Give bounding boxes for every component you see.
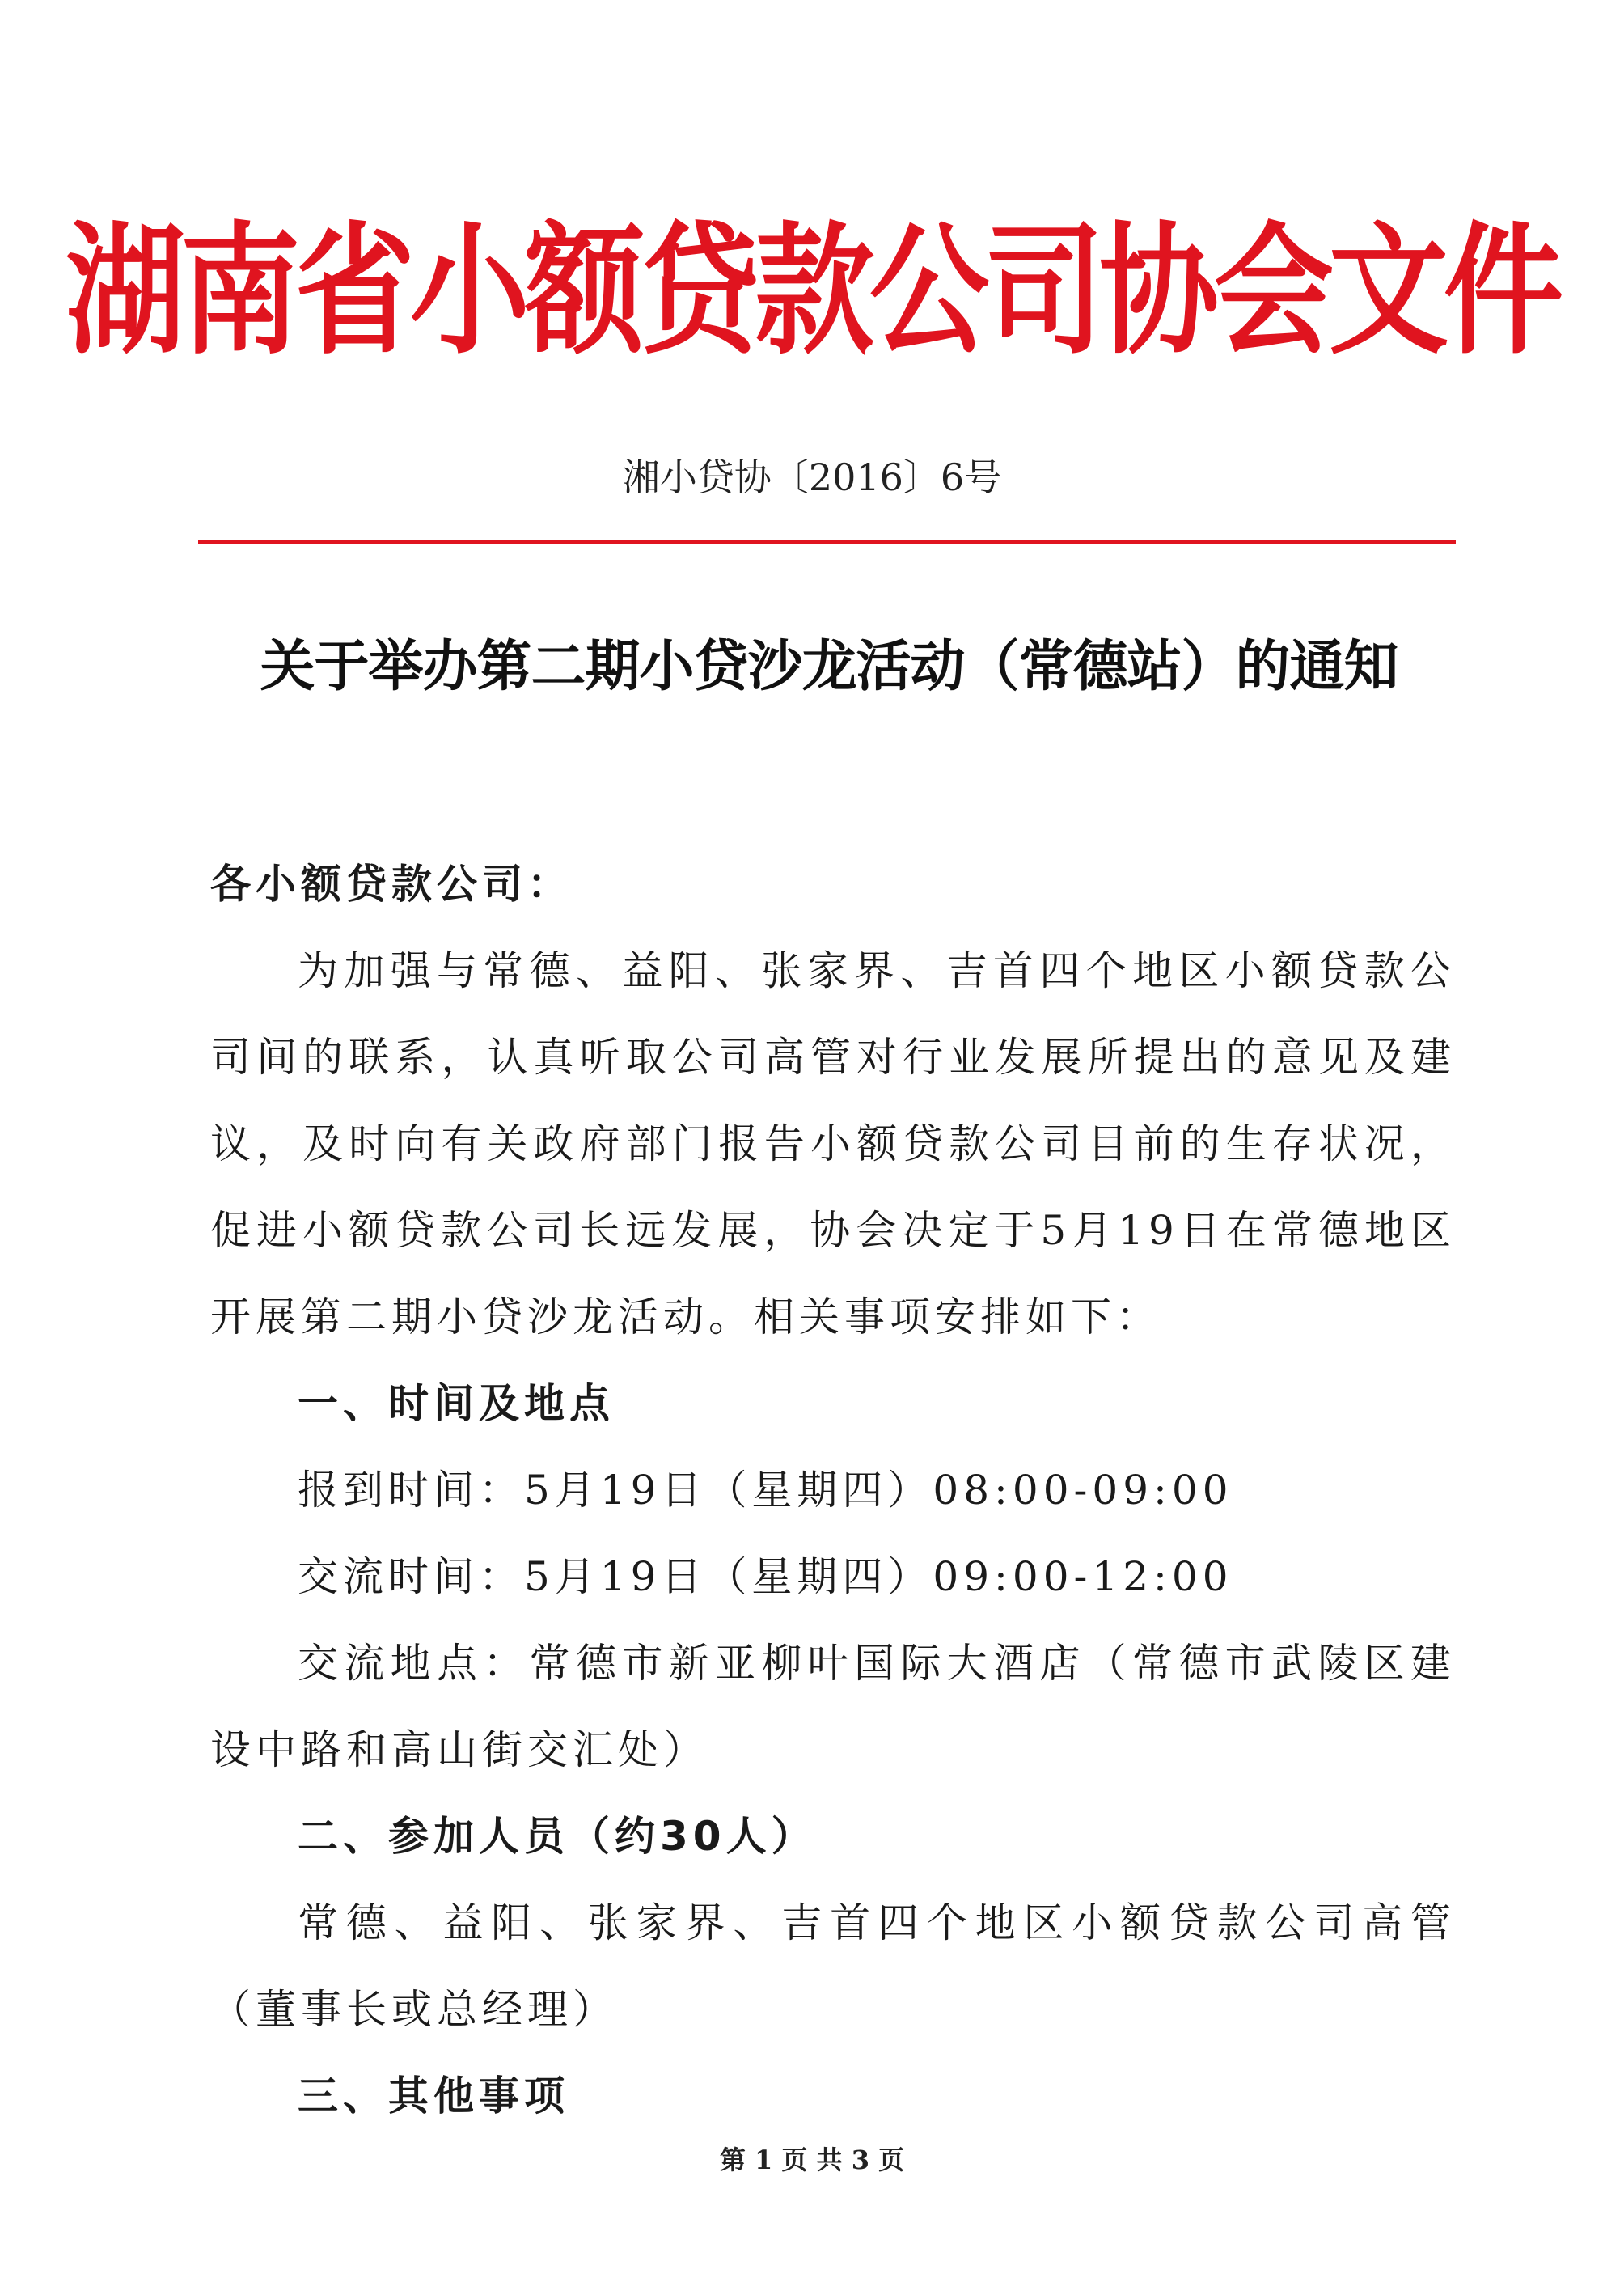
section-heading-other-matters: 三、其他事项: [298, 2073, 569, 2119]
exchange-venue: 交流地点：常德市新亚柳叶国际大酒店（常德市武陵区建设中路和高山街交汇处）: [210, 1640, 1456, 1773]
registration-time: 报到时间：5月19日（星期四）08:00-09:00: [298, 1467, 1233, 1514]
intro-paragraph: 为加强与常德、益阳、张家界、吉首四个地区小额贷款公司间的联系，认真听取公司高管对行业发展所提出的意见及建议，及时向有关政府部门报告小额贷款公司目前的生存状况，促进小额贷款公司长远发展，协会决定于5月19日在常德地区开展第二期小贷沙龙活动。相关事项安排如下：: [210, 947, 1456, 1340]
header-divider: [198, 540, 1456, 544]
document-title: 关于举办第二期小贷沙龙活动（常德站）的通知: [260, 635, 1398, 699]
document-body: [210, 841, 1456, 2140]
salutation: 各小额贷款公司：: [210, 861, 573, 908]
participants-description: 常德、益阳、张家界、吉首四个地区小额贷款公司高管（董事长或总经理）: [210, 1899, 1456, 2033]
exchange-time: 交流时间：5月19日（星期四）09:00-12:00: [298, 1553, 1233, 1600]
section-heading-participants: 二、参加人员（约30人）: [298, 1813, 817, 1860]
section-heading-time-place: 一、时间及地点: [298, 1380, 615, 1427]
document-number: 湘小贷协〔2016〕6号: [622, 455, 1002, 499]
page-number: 第 1 页 共 3 页: [719, 2145, 905, 2175]
organization-header: 湖南省小额贷款公司协会文件: [66, 209, 1558, 374]
